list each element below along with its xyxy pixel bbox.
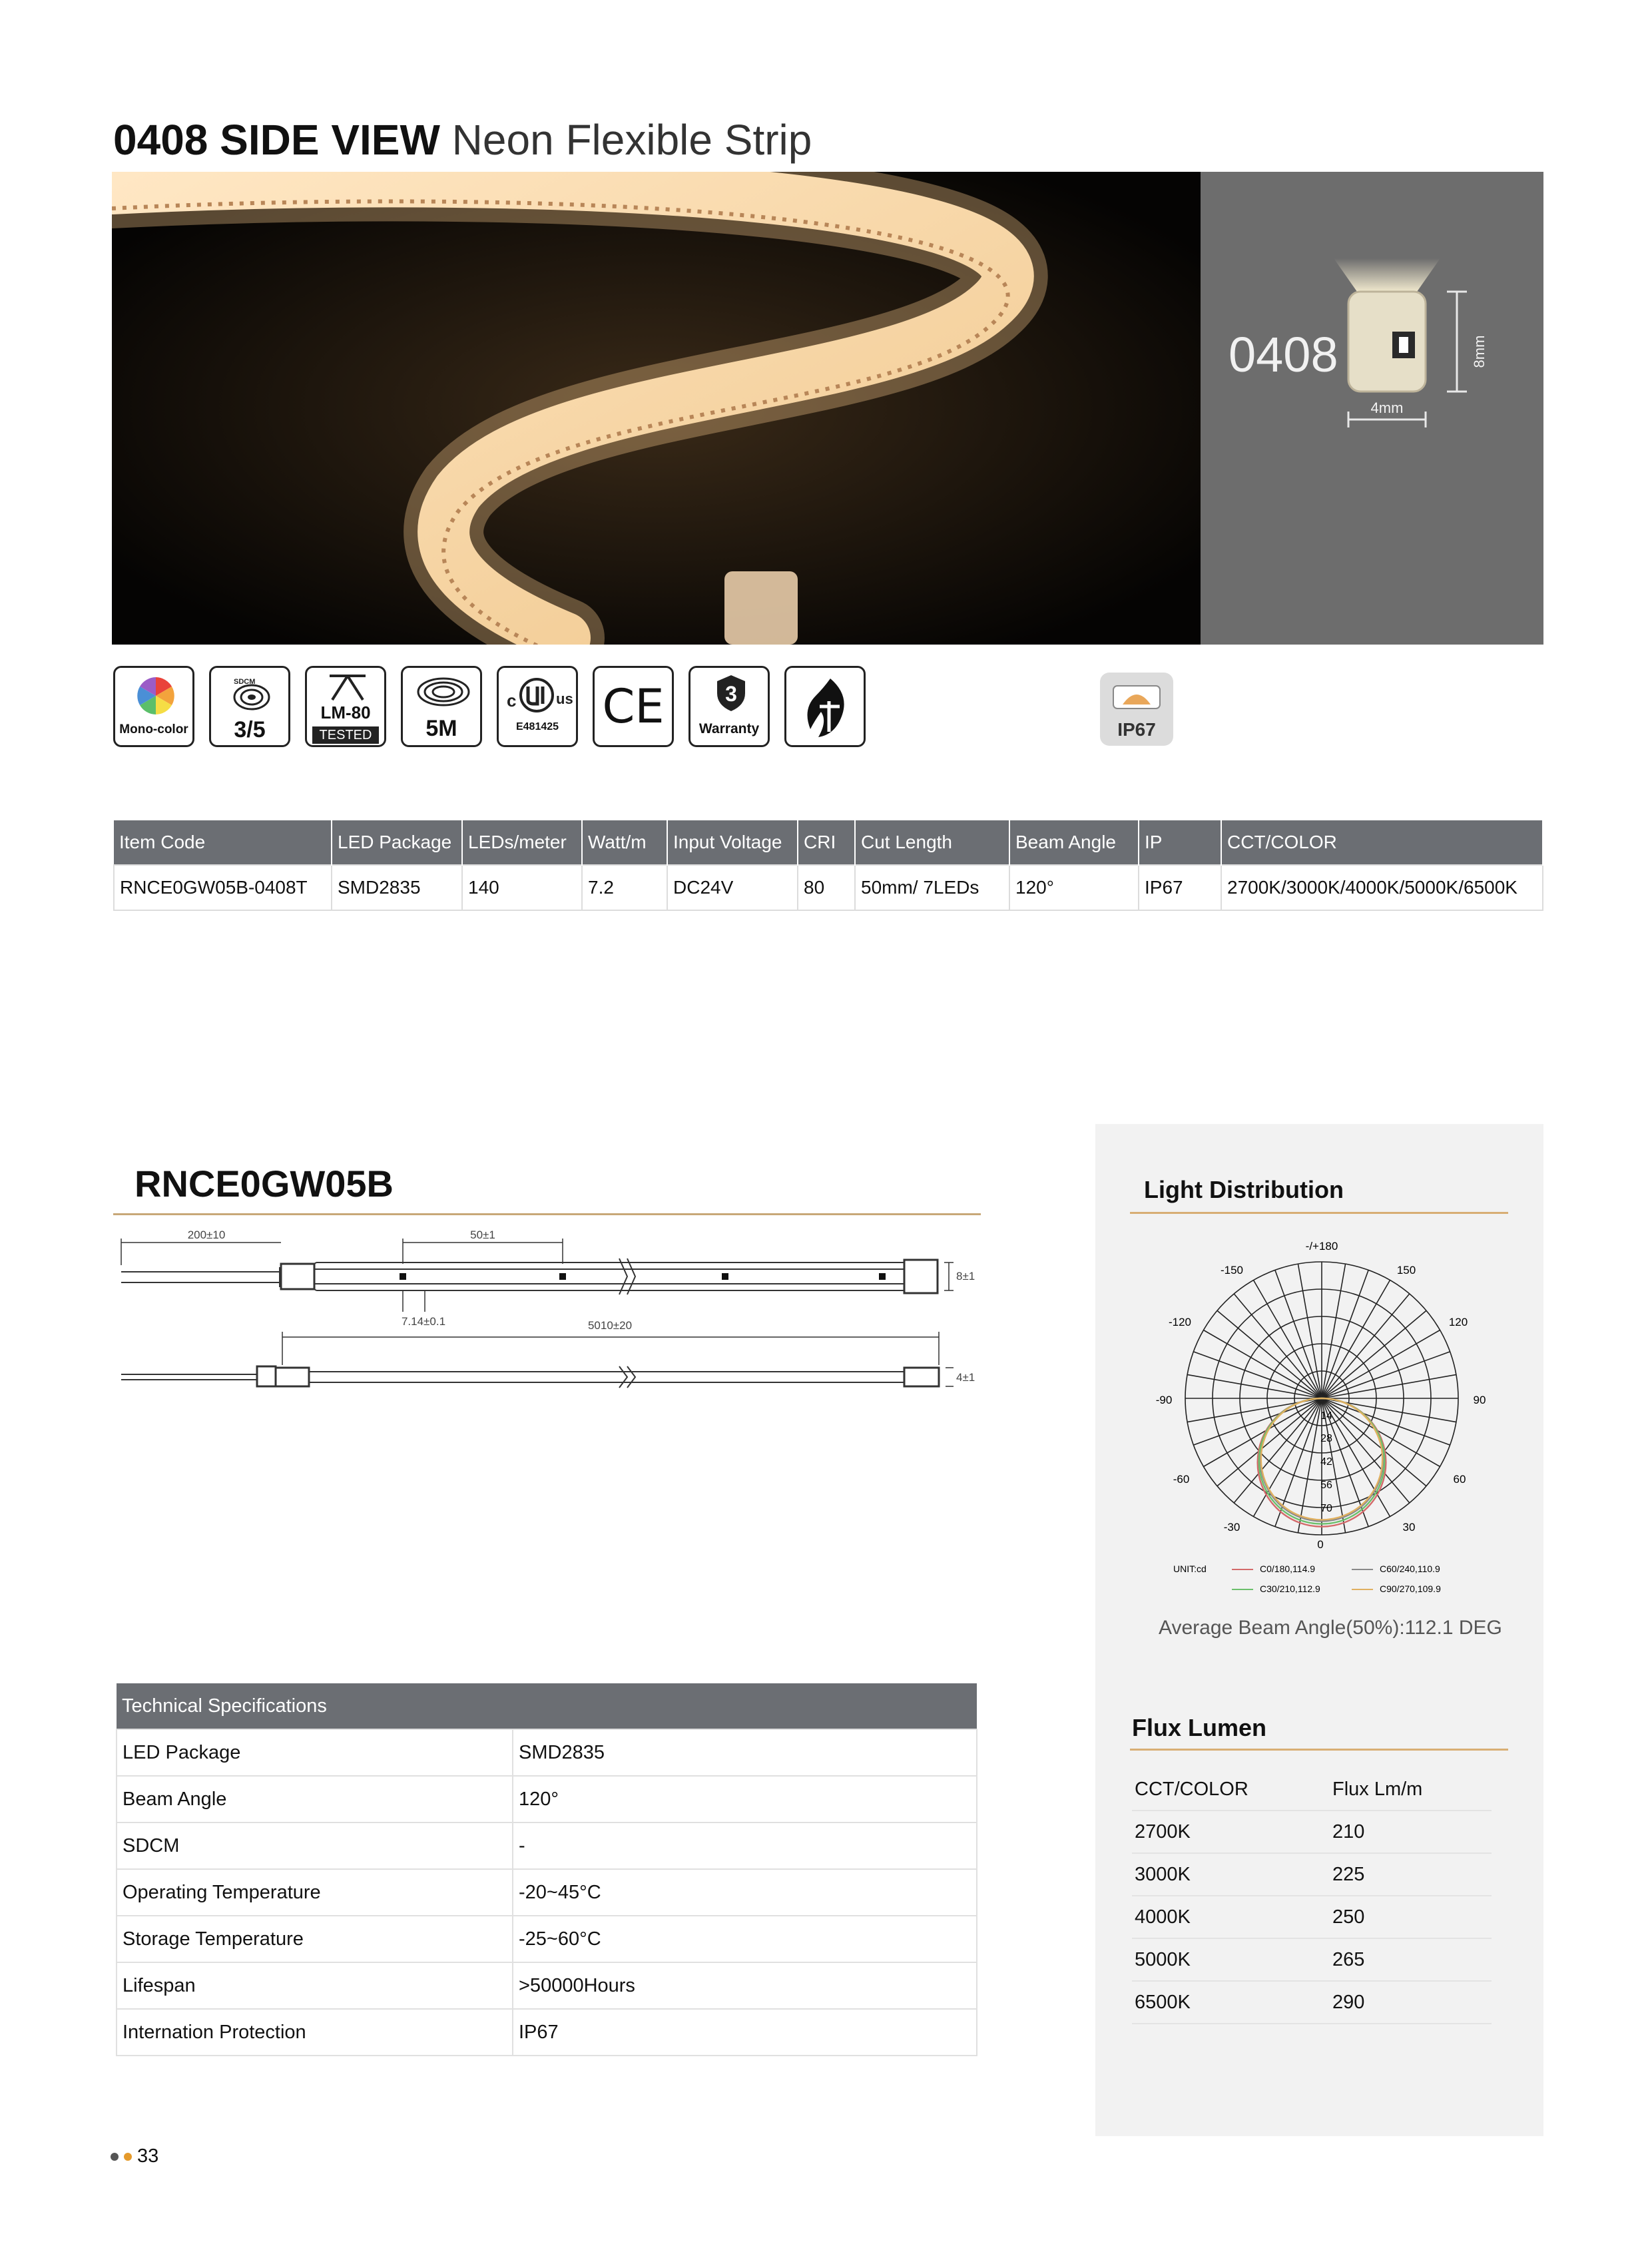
angle-label: 120 <box>1448 1316 1468 1328</box>
flux-cct: 3000K <box>1132 1853 1330 1896</box>
spec-header: LED Package <box>332 820 462 865</box>
angle-label: -150 <box>1220 1264 1244 1276</box>
angle-label: 0 <box>1317 1538 1324 1551</box>
cert-label-mono: Mono-color <box>119 722 188 736</box>
product-photo <box>112 172 1201 645</box>
angle-label: 90 <box>1473 1394 1486 1406</box>
angle-label: -/+180 <box>1305 1240 1338 1253</box>
flux-value: 265 <box>1330 1938 1492 1981</box>
spec-header: Beam Angle <box>1009 820 1139 865</box>
legend-entry: C30/210,112.9 <box>1260 1583 1320 1594</box>
flux-value: 250 <box>1330 1896 1492 1938</box>
warranty-icon <box>714 673 748 713</box>
table-row <box>1132 1896 1492 1938</box>
ul-c: c <box>507 691 517 710</box>
cert-label-warranty: Warranty <box>698 721 760 736</box>
table-row <box>117 1916 977 1962</box>
angle-label: -120 <box>1168 1316 1192 1328</box>
model-heading: RNCE0GW05B <box>135 1163 394 1205</box>
angle-label: -60 <box>1173 1473 1190 1486</box>
spec-header: LEDs/meter <box>462 820 582 865</box>
legend-entry: C90/270,109.9 <box>1380 1583 1441 1594</box>
warranty-years: 3 <box>725 682 737 706</box>
table-row <box>117 2009 977 2056</box>
cert-sub-tested: TESTED <box>312 726 379 744</box>
light-distribution-title: Light Distribution <box>1144 1176 1344 1203</box>
table-row <box>1132 1769 1492 1811</box>
spec-cell: SMD2835 <box>332 865 462 910</box>
cert-label-ul: E481425 <box>515 721 559 732</box>
title-light: Neon Flexible Strip <box>451 116 812 164</box>
tech-value: -25~60°C <box>513 1916 977 1962</box>
model-code: 0408 <box>1229 327 1338 382</box>
title-bold: 0408 SIDE VIEW <box>113 116 440 164</box>
spec-header: Item Code <box>114 820 332 865</box>
radial-label: 14 <box>1320 1410 1332 1422</box>
beam-angle-text: Average Beam Angle(50%):112.1 DEG <box>1159 1617 1502 1639</box>
angle-label: 60 <box>1453 1473 1466 1486</box>
spec-header: Input Voltage <box>667 820 798 865</box>
table-row <box>1132 1811 1492 1853</box>
tech-value: -20~45°C <box>513 1869 977 1916</box>
flux-table <box>1132 1769 1492 2024</box>
table-row <box>114 865 1543 910</box>
spec-cell: DC24V <box>667 865 798 910</box>
color-wheel-icon <box>136 676 176 716</box>
ul-us: us <box>556 691 573 707</box>
cert-label-sdcm: 3/5 <box>234 717 266 742</box>
flux-title: Flux Lumen <box>1132 1714 1267 1741</box>
table-row <box>117 1729 977 1776</box>
dim-height: 8±1 <box>956 1270 975 1282</box>
table-row <box>1132 1938 1492 1981</box>
ip67-label: IP67 <box>1117 719 1156 740</box>
flux-cct: 5000K <box>1132 1938 1330 1981</box>
tech-key: SDCM <box>117 1822 513 1869</box>
radial-label: 70 <box>1320 1503 1332 1514</box>
ul-icon <box>519 677 555 713</box>
ip67-icon <box>1112 682 1161 711</box>
flux-header: CCT/COLOR <box>1132 1769 1330 1811</box>
spec-header: CCT/COLOR <box>1221 820 1543 865</box>
legend-entry: C0/180,114.9 <box>1260 1563 1316 1574</box>
light-distribution-rule <box>1130 1212 1508 1214</box>
spec-cell: RNCE0GW05B-0408T <box>114 865 332 910</box>
spec-cell: 140 <box>462 865 582 910</box>
footer-dot <box>111 2153 119 2161</box>
legend-entry: C60/240,110.9 <box>1380 1563 1440 1574</box>
tech-value: - <box>513 1822 977 1869</box>
spec-cell: 120° <box>1009 865 1139 910</box>
angle-label: -30 <box>1223 1521 1240 1534</box>
table-row <box>117 1869 977 1916</box>
angle-label: 150 <box>1396 1264 1416 1276</box>
flux-header: Flux Lm/m <box>1330 1769 1492 1811</box>
tech-key: LED Package <box>117 1729 513 1776</box>
cert-sdcm <box>209 666 290 747</box>
radial-label: 56 <box>1320 1480 1332 1491</box>
flux-value: 290 <box>1330 1981 1492 2024</box>
page-footer <box>111 2145 158 2167</box>
radial-label: 42 <box>1320 1456 1332 1468</box>
polar-diagram <box>1152 1235 1498 1608</box>
page-title <box>113 113 812 166</box>
cert-ce <box>593 666 674 747</box>
tech-value: SMD2835 <box>513 1729 977 1776</box>
spec-header: CRI <box>798 820 855 865</box>
spec-cell: 50mm/ 7LEDs <box>855 865 1009 910</box>
flux-cct: 2700K <box>1132 1811 1330 1853</box>
spec-table <box>113 820 1543 911</box>
flux-cct: 4000K <box>1132 1896 1330 1938</box>
dim-total: 5010±20 <box>587 1319 633 1332</box>
spec-header: Watt/m <box>582 820 667 865</box>
profile-width: 4mm <box>1370 400 1404 416</box>
radial-label: 28 <box>1320 1433 1332 1444</box>
profile-height: 8mm <box>1471 335 1488 368</box>
tech-spec-table <box>116 1683 977 2056</box>
tech-value: 120° <box>513 1776 977 1822</box>
heading-rule <box>113 1213 981 1215</box>
cert-label-lm80: LM-80 <box>320 702 371 722</box>
cert-flame <box>784 666 866 747</box>
spec-header: IP <box>1139 820 1221 865</box>
table-row <box>117 1822 977 1869</box>
dim-width: 4±1 <box>956 1371 975 1384</box>
spec-cell: IP67 <box>1139 865 1221 910</box>
spec-cell: 2700K/3000K/4000K/5000K/6500K <box>1221 865 1543 910</box>
flame-icon <box>801 675 853 741</box>
cert-5m <box>401 666 482 747</box>
table-row <box>1132 1981 1492 2024</box>
cert-lm80 <box>305 666 386 747</box>
cert-ip67 <box>1100 673 1173 746</box>
tech-value: >50000Hours <box>513 1962 977 2009</box>
ce-icon: CE <box>602 679 665 734</box>
sdcm-icon <box>230 675 274 714</box>
dim-pitch: 50±1 <box>470 1229 495 1241</box>
table-row <box>117 1776 977 1822</box>
dimension-drawing <box>113 1225 985 1412</box>
spec-header-row <box>114 820 1543 865</box>
flux-value: 210 <box>1330 1811 1492 1853</box>
tech-key: Operating Temperature <box>117 1869 513 1916</box>
spec-header: Cut Length <box>855 820 1009 865</box>
tech-key: Lifespan <box>117 1962 513 2009</box>
cert-label-5m: 5M <box>425 716 457 741</box>
unit-label: UNIT:cd <box>1173 1563 1207 1574</box>
spec-cell: 80 <box>798 865 855 910</box>
flux-value: 225 <box>1330 1853 1492 1896</box>
angle-label: -90 <box>1155 1394 1173 1406</box>
lm80-icon <box>327 672 368 702</box>
dim-wire: 200±10 <box>187 1229 226 1241</box>
profile-panel <box>1201 172 1543 645</box>
tech-key: Beam Angle <box>117 1776 513 1822</box>
flux-cct: 6500K <box>1132 1981 1330 2024</box>
cert-warranty <box>688 666 770 747</box>
tech-key: Internation Protection <box>117 2009 513 2056</box>
hero-banner <box>112 172 1543 645</box>
tech-value: IP67 <box>513 2009 977 2056</box>
table-row <box>117 1962 977 2009</box>
tech-key: Storage Temperature <box>117 1916 513 1962</box>
table-row <box>1132 1853 1492 1896</box>
spec-cell: 7.2 <box>582 865 667 910</box>
flux-rule <box>1130 1749 1508 1751</box>
sdcm-sub: SDCM <box>234 678 256 686</box>
page-number: 33 <box>137 2145 159 2167</box>
angle-label: 30 <box>1402 1521 1416 1534</box>
footer-dot <box>124 2153 132 2161</box>
cert-ul <box>497 666 578 747</box>
cert-mono-color <box>113 666 194 747</box>
reel-icon <box>415 675 472 712</box>
tech-spec-title: Technical Specifications <box>117 1683 977 1729</box>
dim-led-pitch: 7.14±0.1 <box>401 1315 446 1328</box>
